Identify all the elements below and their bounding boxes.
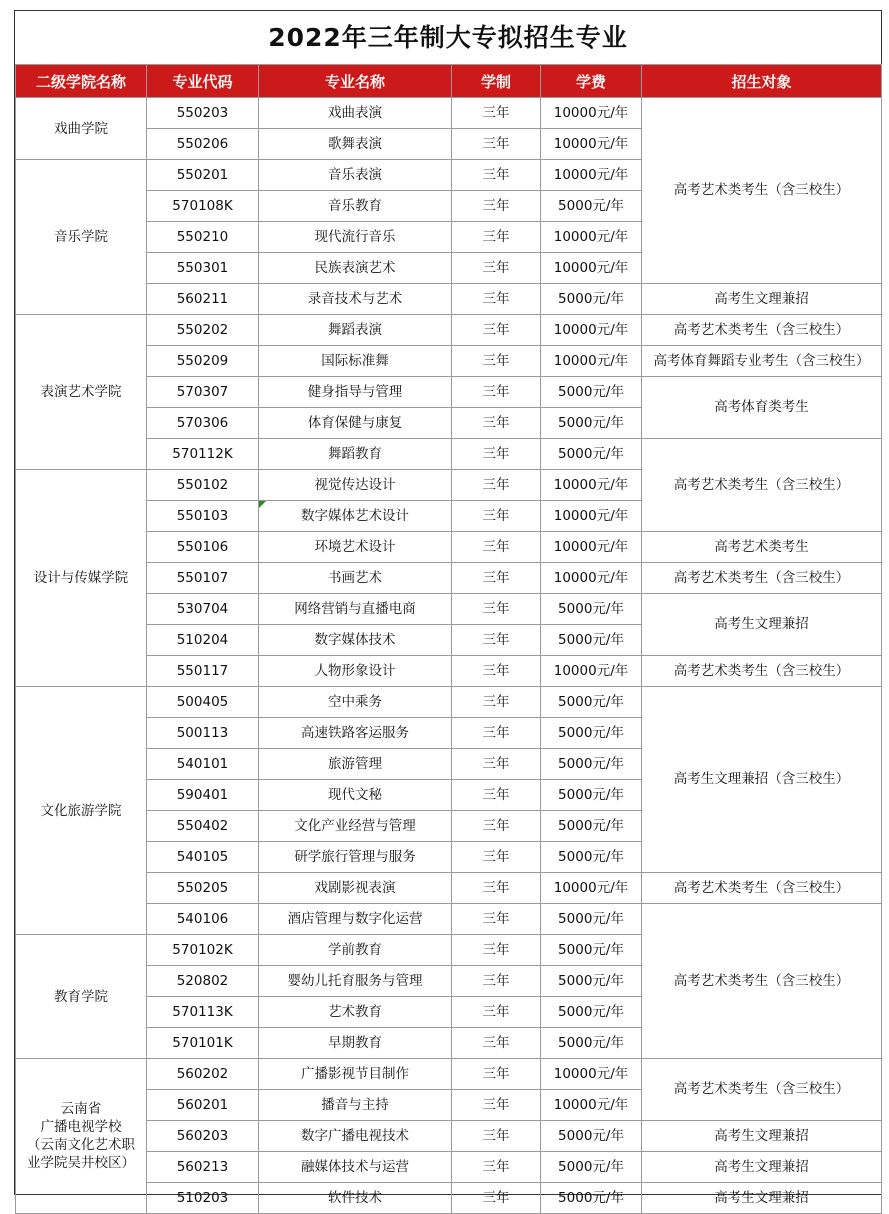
tuition-cell: 5000元/年 [541,966,642,997]
major-code-cell: 570108K [147,191,259,222]
major-name-cell: 音乐教育 [259,191,452,222]
major-name-cell: 数字媒体技术 [259,625,452,656]
major-name-cell: 早期教育 [259,1028,452,1059]
tuition-cell: 5000元/年 [541,284,642,315]
major-name-cell: 录音技术与艺术 [259,284,452,315]
major-code-cell: 550202 [147,315,259,346]
duration-cell: 三年 [452,997,541,1028]
major-name-cell: 空中乘务 [259,687,452,718]
duration-cell: 三年 [452,1059,541,1090]
major-name-cell: 戏曲表演 [259,98,452,129]
major-code-cell: 570112K [147,439,259,470]
duration-cell: 三年 [452,160,541,191]
major-name-cell: 人物形象设计 [259,656,452,687]
major-name-cell: 数字广播电视技术 [259,1121,452,1152]
duration-cell: 三年 [452,315,541,346]
duration-cell: 三年 [452,284,541,315]
major-code-cell: 550301 [147,253,259,284]
duration-cell: 三年 [452,501,541,532]
major-name-cell: 戏剧影视表演 [259,873,452,904]
duration-cell: 三年 [452,718,541,749]
tuition-cell: 5000元/年 [541,625,642,656]
major-name-cell: 文化产业经营与管理 [259,811,452,842]
college-name-cell: 教育学院 [16,935,147,1059]
major-name-cell: 国际标准舞 [259,346,452,377]
page-title: 2022年三年制大专拟招生专业 [15,11,881,65]
major-code-cell: 570113K [147,997,259,1028]
duration-cell: 三年 [452,532,541,563]
major-code-cell: 570101K [147,1028,259,1059]
target-cell: 高考艺术类考生（含三校生） [642,439,882,532]
tuition-cell: 5000元/年 [541,1152,642,1183]
duration-cell: 三年 [452,563,541,594]
college-name-cell: 戏曲学院 [16,98,147,160]
target-cell: 高考艺术类考生（含三校生） [642,563,882,594]
college-name-cell: 设计与传媒学院 [16,470,147,687]
major-name-cell: 艺术教育 [259,997,452,1028]
major-code-cell: 500113 [147,718,259,749]
major-name-cell: 软件技术 [259,1183,452,1214]
duration-cell: 三年 [452,1028,541,1059]
major-code-cell: 510203 [147,1183,259,1214]
target-cell: 高考生文理兼招 [642,594,882,656]
header-code: 专业代码 [147,65,259,98]
major-code-cell: 550402 [147,811,259,842]
major-code-cell: 570306 [147,408,259,439]
spreadsheet [14,10,882,1206]
major-code-cell: 570307 [147,377,259,408]
target-cell: 高考艺术类考生（含三校生） [642,656,882,687]
major-name-cell: 酒店管理与数字化运营 [259,904,452,935]
major-code-cell: 500405 [147,687,259,718]
duration-cell: 三年 [452,1121,541,1152]
duration-cell: 三年 [452,346,541,377]
major-name-cell: 旅游管理 [259,749,452,780]
college-name-cell: 表演艺术学院 [16,315,147,470]
major-name-cell: 体育保健与康复 [259,408,452,439]
duration-cell: 三年 [452,222,541,253]
tuition-cell: 5000元/年 [541,718,642,749]
major-code-cell: 540105 [147,842,259,873]
target-cell: 高考艺术类考生（含三校生） [642,98,882,284]
table-row [16,687,882,718]
duration-cell: 三年 [452,1152,541,1183]
duration-cell: 三年 [452,811,541,842]
major-name-cell: 健身指导与管理 [259,377,452,408]
header-row [16,65,882,98]
table-row [16,315,882,346]
duration-cell: 三年 [452,780,541,811]
target-cell: 高考体育舞蹈专业考生（含三校生） [642,346,882,377]
major-name-cell: 现代文秘 [259,780,452,811]
major-name-cell: 舞蹈表演 [259,315,452,346]
major-code-cell: 550205 [147,873,259,904]
college-name-cell: 音乐学院 [16,160,147,315]
major-code-cell: 550210 [147,222,259,253]
duration-cell: 三年 [452,470,541,501]
duration-cell: 三年 [452,408,541,439]
header-duration: 学制 [452,65,541,98]
major-name-cell: 音乐表演 [259,160,452,191]
duration-cell: 三年 [452,377,541,408]
tuition-cell: 10000元/年 [541,656,642,687]
tuition-cell: 10000元/年 [541,1090,642,1121]
college-name-cell: 云南省 广播电视学校 （云南文化艺术职 业学院吴井校区） [16,1059,147,1214]
tuition-cell: 10000元/年 [541,873,642,904]
major-name-cell: 歌舞表演 [259,129,452,160]
major-code-cell: 590401 [147,780,259,811]
major-code-cell: 550103 [147,501,259,532]
major-name-cell: 融媒体技术与运营 [259,1152,452,1183]
major-code-cell: 510204 [147,625,259,656]
tuition-cell: 5000元/年 [541,780,642,811]
duration-cell: 三年 [452,749,541,780]
tuition-cell: 5000元/年 [541,1183,642,1214]
major-code-cell: 550117 [147,656,259,687]
tuition-cell: 10000元/年 [541,346,642,377]
major-code-cell: 550203 [147,98,259,129]
tuition-cell: 5000元/年 [541,1121,642,1152]
major-name-cell: 书画艺术 [259,563,452,594]
duration-cell: 三年 [452,904,541,935]
major-code-cell: 540101 [147,749,259,780]
tuition-cell: 5000元/年 [541,439,642,470]
major-code-cell: 550107 [147,563,259,594]
major-name-cell: 现代流行音乐 [259,222,452,253]
tuition-cell: 10000元/年 [541,315,642,346]
tuition-cell: 5000元/年 [541,687,642,718]
target-cell: 高考艺术类考生（含三校生） [642,315,882,346]
major-name-cell: 研学旅行管理与服务 [259,842,452,873]
college-name-cell: 文化旅游学院 [16,687,147,935]
duration-cell: 三年 [452,98,541,129]
major-code-cell: 550102 [147,470,259,501]
major-name-cell: 数字媒体艺术设计 [259,501,452,532]
tuition-cell: 10000元/年 [541,470,642,501]
duration-cell: 三年 [452,842,541,873]
tuition-cell: 5000元/年 [541,811,642,842]
major-name-cell: 舞蹈教育 [259,439,452,470]
target-cell: 高考生文理兼招 [642,1183,882,1214]
target-cell: 高考生文理兼招 [642,1152,882,1183]
target-cell: 高考体育类考生 [642,377,882,439]
major-code-cell: 520802 [147,966,259,997]
header-major: 专业名称 [259,65,452,98]
majors-table [15,64,882,1214]
tuition-cell: 5000元/年 [541,408,642,439]
target-cell: 高考艺术类考生（含三校生） [642,1059,882,1121]
tuition-cell: 10000元/年 [541,501,642,532]
major-code-cell: 540106 [147,904,259,935]
header-tuition: 学费 [541,65,642,98]
tuition-cell: 10000元/年 [541,563,642,594]
duration-cell: 三年 [452,966,541,997]
major-name-cell: 婴幼儿托育服务与管理 [259,966,452,997]
major-code-cell: 550201 [147,160,259,191]
major-name-cell: 高速铁路客运服务 [259,718,452,749]
duration-cell: 三年 [452,873,541,904]
tuition-cell: 5000元/年 [541,377,642,408]
major-name-cell: 学前教育 [259,935,452,966]
major-name-cell: 播音与主持 [259,1090,452,1121]
tuition-cell: 10000元/年 [541,532,642,563]
tuition-cell: 10000元/年 [541,1059,642,1090]
target-cell: 高考艺术类考生（含三校生） [642,904,882,1059]
tuition-cell: 10000元/年 [541,98,642,129]
duration-cell: 三年 [452,191,541,222]
major-code-cell: 530704 [147,594,259,625]
major-name-cell: 民族表演艺术 [259,253,452,284]
tuition-cell: 5000元/年 [541,904,642,935]
header-college: 二级学院名称 [16,65,147,98]
tuition-cell: 10000元/年 [541,160,642,191]
duration-cell: 三年 [452,935,541,966]
major-code-cell: 560202 [147,1059,259,1090]
duration-cell: 三年 [452,1183,541,1214]
duration-cell: 三年 [452,253,541,284]
duration-cell: 三年 [452,594,541,625]
duration-cell: 三年 [452,1090,541,1121]
tuition-cell: 5000元/年 [541,1028,642,1059]
major-name-cell: 网络营销与直播电商 [259,594,452,625]
target-cell: 高考生文理兼招 [642,1121,882,1152]
tuition-cell: 5000元/年 [541,997,642,1028]
target-cell: 高考艺术类考生 [642,532,882,563]
table-body [16,98,882,1214]
tuition-cell: 5000元/年 [541,191,642,222]
duration-cell: 三年 [452,656,541,687]
major-code-cell: 560211 [147,284,259,315]
major-code-cell: 560203 [147,1121,259,1152]
major-name-cell: 环境艺术设计 [259,532,452,563]
duration-cell: 三年 [452,625,541,656]
tuition-cell: 5000元/年 [541,749,642,780]
header-target: 招生对象 [642,65,882,98]
tuition-cell: 10000元/年 [541,253,642,284]
major-code-cell: 550206 [147,129,259,160]
tuition-cell: 5000元/年 [541,594,642,625]
tuition-cell: 10000元/年 [541,129,642,160]
major-code-cell: 550106 [147,532,259,563]
tuition-cell: 5000元/年 [541,842,642,873]
duration-cell: 三年 [452,439,541,470]
tuition-cell: 5000元/年 [541,935,642,966]
duration-cell: 三年 [452,129,541,160]
major-code-cell: 570102K [147,935,259,966]
major-name-cell: 视觉传达设计 [259,470,452,501]
duration-cell: 三年 [452,687,541,718]
cell-corner-marker [259,501,266,508]
major-name-cell: 广播影视节目制作 [259,1059,452,1090]
table-row [16,98,882,129]
major-code-cell: 550209 [147,346,259,377]
target-cell: 高考艺术类考生（含三校生） [642,873,882,904]
major-code-cell: 560201 [147,1090,259,1121]
table-row [16,1059,882,1090]
major-code-cell: 560213 [147,1152,259,1183]
tuition-cell: 10000元/年 [541,222,642,253]
target-cell: 高考生文理兼招 [642,284,882,315]
target-cell: 高考生文理兼招（含三校生） [642,687,882,873]
